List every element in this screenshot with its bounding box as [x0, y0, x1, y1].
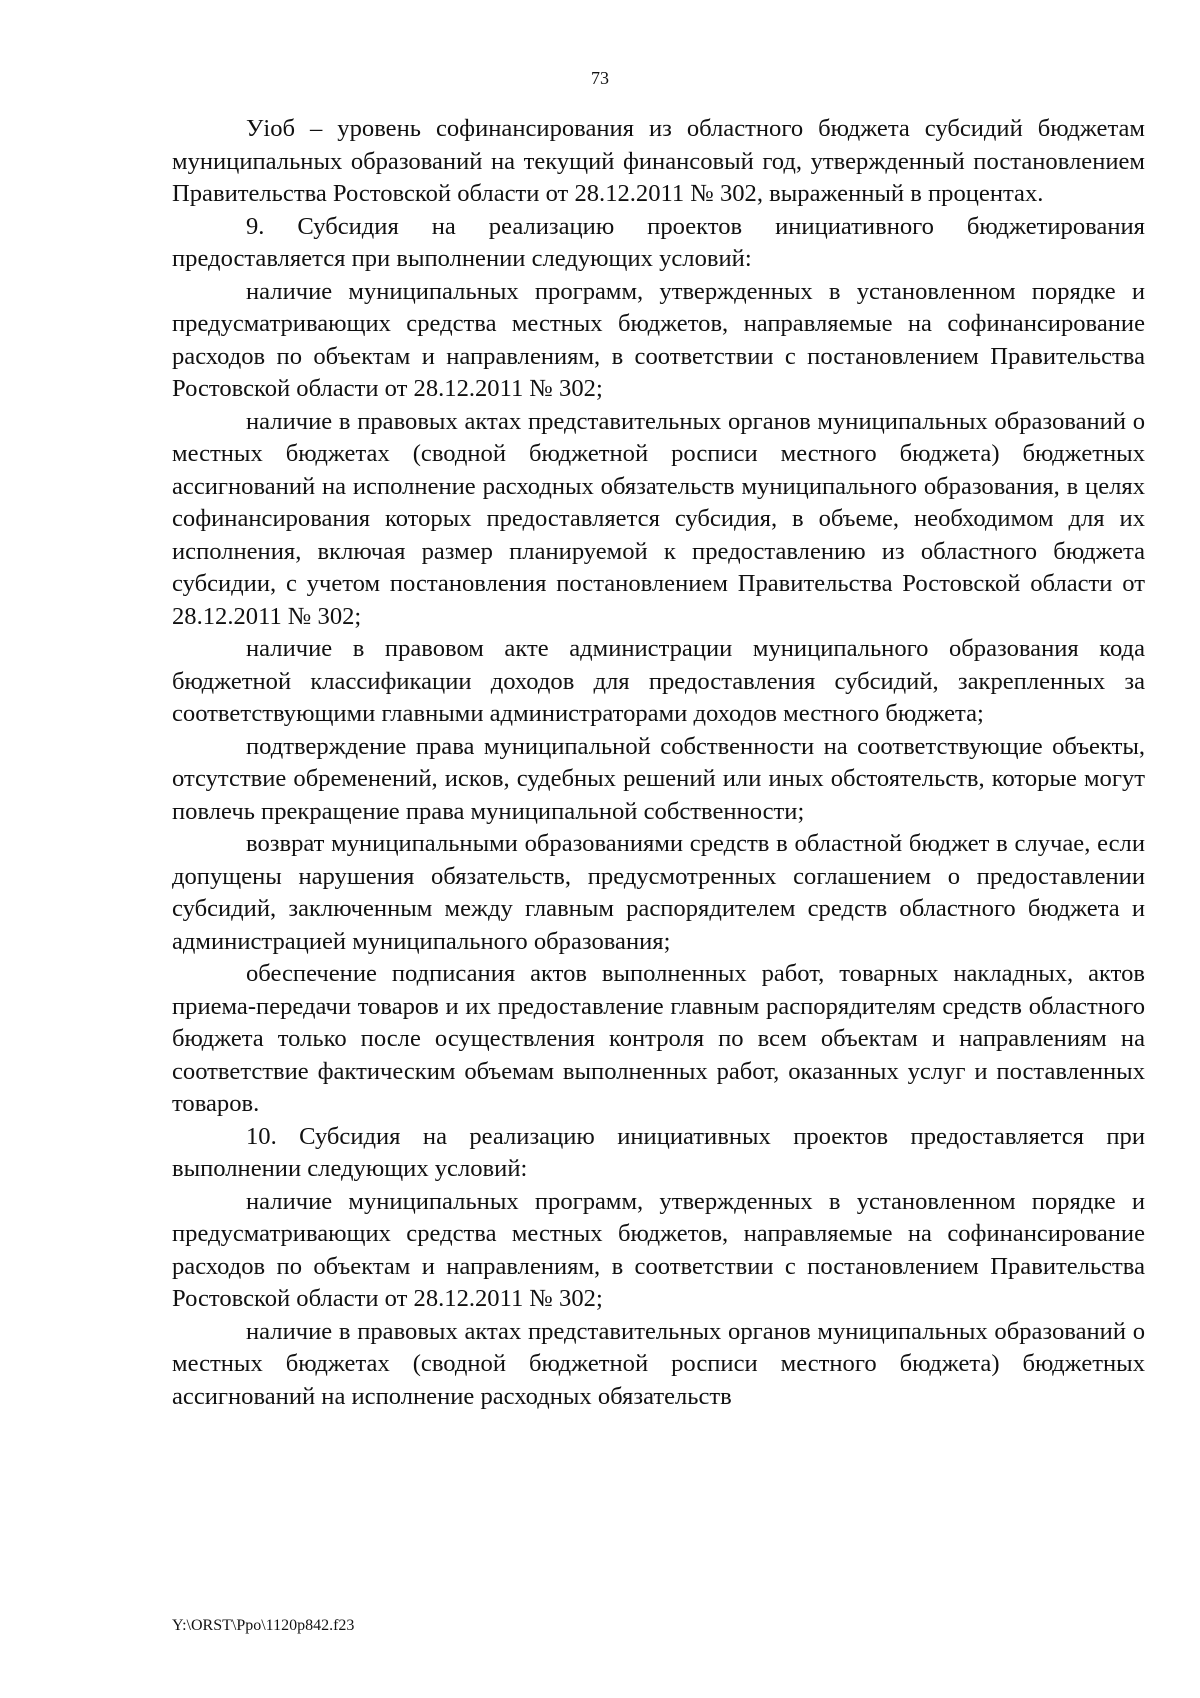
- paragraph-condition-budget-allocations-2: наличие в правовых актах представительных органов муниципальных образований о местных бюджетах (сводной бюджетной росписи местного бюджета) бюджетных ассигнований на исполнение расходных обязательств: [172, 1317, 1145, 1410]
- paragraph-condition-programs-2: наличие муниципальных программ, утвержденных в установленном порядке и предусматривающих средства местных бюджетов, направляемые на софинансирование расходов по объектам и направлениям, в соответствии с постановлением Правительства Ростовской области от 28.12.2011 № 302;: [172, 1187, 1145, 1312]
- paragraph-condition-property-rights: подтверждение права муниципальной собственности на соответствующие объекты, отсутствие обременений, исков, судебных решений или иных обстоятельств, которые могут повлечь прекращение права муниципальной собственности;: [172, 732, 1145, 825]
- page-number: 73: [591, 68, 609, 88]
- paragraph-condition-classification-code: наличие в правовом акте администрации муниципального образования кода бюджетной классификации доходов для предоставления субсидий, закрепленных за соответствующими главными администраторами доходов местного бюджета;: [172, 635, 1145, 727]
- document-body: [172, 113, 1145, 1413]
- paragraph-condition-budget-allocations: наличие в правовых актах представительных органов муниципальных образований о местных бюджетах (сводной бюджетной росписи местного бюджета) бюджетных ассигнований на исполнение расходных обязательств муниципального образования, в целях софинансирования которых предоставляется субсидия, в объеме, необходимом для их исполнения, включая размер планируемой к предоставлению из областного бюджета субсидии, с учетом постановления постановлением Правительства Ростовской области от 28.12.2011 № 302;: [172, 407, 1145, 630]
- paragraph-level-definition: Уiоб – уровень софинансирования из областного бюджета субсидий бюджетам муниципальных образований на текущий финансовый год, утвержденный постановлением Правительства Ростовской области от 28.12.2011 № 302, выраженный в процентах.: [172, 115, 1145, 207]
- file-path-footer: Y:\ORST\Ppo\1120p842.f23: [172, 1617, 355, 1634]
- paragraph-condition-funds-return: возврат муниципальными образованиями средств в областной бюджет в случае, если допущены нарушения обязательств, предусмотренных соглашением о предоставлении субсидий, заключенным между главным распорядителем средств областного бюджета и администрацией муниципального образования;: [172, 830, 1145, 955]
- paragraph-clause-10: 10. Субсидия на реализацию инициативных проектов предоставляется при выполнении следующих условий:: [172, 1122, 1145, 1182]
- paragraph-condition-programs: наличие муниципальных программ, утвержденных в установленном порядке и предусматривающих средства местных бюджетов, направляемые на софинансирование расходов по объектам и направлениям, в соответствии с постановлением Правительства Ростовской области от 28.12.2011 № 302;: [172, 277, 1145, 402]
- paragraph-clause-9: 9. Субсидия на реализацию проектов инициативного бюджетирования предоставляется при выполнении следующих условий:: [172, 212, 1145, 272]
- paragraph-condition-acts-signing: обеспечение подписания актов выполненных работ, товарных накладных, актов приема-передачи товаров и их предоставление главным распорядителям средств областного бюджета только после осуществления контроля по всем объектам и направлениям на соответствие фактическим объемам выполненных работ, оказанных услуг и поставленных товаров.: [172, 960, 1145, 1117]
